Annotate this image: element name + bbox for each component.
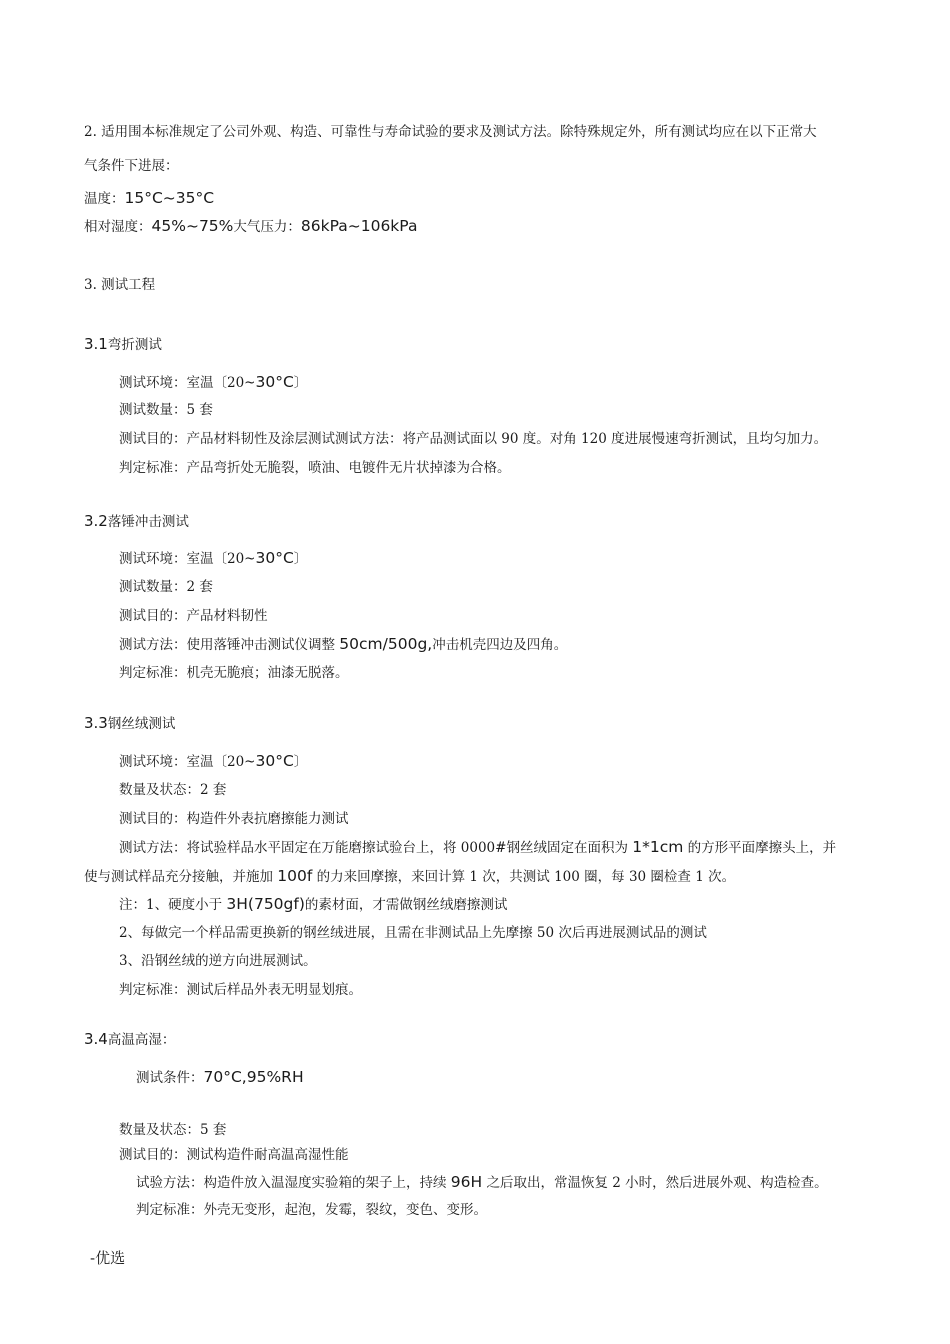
method-text: 的方形平面摩擦头上，并 bbox=[683, 840, 837, 856]
humidity-pressure-line bbox=[84, 217, 417, 236]
env-label: 测试环境：室温〔20~ bbox=[119, 375, 256, 391]
note-text: 注：1、硬度小于 bbox=[119, 897, 227, 913]
heading-3-4 bbox=[84, 1030, 175, 1049]
s32-criteria: 判定标准：机壳无脆痕；油漆无脱落。 bbox=[119, 665, 349, 681]
method-text: 的力来回摩擦，来回计算 1 次，共测试 100 圈，每 30 圈检查 1 次。 bbox=[312, 869, 736, 885]
heading-title: 落锤冲击测试 bbox=[107, 514, 189, 530]
env-close: 〕 bbox=[293, 754, 308, 770]
s33-note-3: 3、沿钢丝绒的逆方向进展测试。 bbox=[119, 953, 317, 969]
env-value: 30°C bbox=[255, 752, 294, 770]
intro-line-1: 2. 适用围本标准规定了公司外观、构造、可靠性与寿命试验的要求及测试方法。除特殊规定外，所有测试均应在以下正常大 bbox=[84, 124, 817, 140]
note-value: 3H(750gf) bbox=[226, 895, 305, 913]
s32-quantity: 测试数量：2 套 bbox=[119, 579, 213, 595]
s33-note-1 bbox=[119, 895, 507, 914]
s33-purpose: 测试目的：构造件外表抗磨擦能力测试 bbox=[119, 811, 349, 827]
temperature-value: 15°C~35°C bbox=[124, 189, 215, 207]
s33-quantity: 数量及状态：2 套 bbox=[119, 782, 227, 798]
method-label: 测试方法：使用落锤冲击测试仪调整 bbox=[119, 637, 340, 653]
section-3-title: 3. 测试工程 bbox=[84, 277, 156, 293]
s32-environment bbox=[119, 549, 307, 568]
pressure-value: 86kPa~106kPa bbox=[300, 217, 418, 235]
env-value: 30°C bbox=[255, 373, 294, 391]
s34-purpose: 测试目的：测试构造件耐高温高湿性能 bbox=[119, 1147, 349, 1163]
intro-line-2: 气条件下进展： bbox=[84, 158, 179, 174]
heading-title: 钢丝绒测试 bbox=[107, 716, 176, 732]
heading-number: 3.3 bbox=[84, 714, 108, 732]
heading-title: 高温高湿： bbox=[107, 1032, 176, 1048]
s34-method bbox=[136, 1173, 828, 1192]
method-value: 1*1cm bbox=[632, 838, 684, 856]
humidity-value: 45%~75% bbox=[151, 217, 234, 235]
s31-environment bbox=[119, 373, 307, 392]
condition-label: 测试条件： bbox=[136, 1070, 204, 1086]
s33-method-line-2 bbox=[84, 867, 735, 886]
heading-number: 3.2 bbox=[84, 512, 108, 530]
heading-3-1 bbox=[84, 335, 162, 354]
heading-3-3 bbox=[84, 714, 175, 733]
s31-purpose: 测试目的：产品材料韧性及涂层测试测试方法：将产品测试面以 90 度。对角 120 度进展慢速弯折测试，且均匀加力。 bbox=[119, 431, 828, 447]
temperature-line bbox=[84, 189, 214, 208]
method-text: 试验方法：构造件放入温湿度实验箱的架子上，持续 bbox=[136, 1175, 451, 1191]
s31-quantity: 测试数量：5 套 bbox=[119, 402, 213, 418]
heading-number: 3.1 bbox=[84, 335, 108, 353]
method-rest: 冲击机壳四边及四角。 bbox=[432, 637, 568, 653]
heading-number: 3.4 bbox=[84, 1030, 108, 1048]
s32-purpose: 测试目的：产品材料韧性 bbox=[119, 608, 268, 624]
method-text: 使与测试样品充分接触，并施加 bbox=[84, 869, 278, 885]
s31-criteria: 判定标准：产品弯折处无脆裂，喷油、电镀件无片状掉漆为合格。 bbox=[119, 460, 511, 476]
footer-text: -优选 bbox=[90, 1249, 126, 1267]
heading-3-2 bbox=[84, 512, 189, 531]
s34-condition bbox=[136, 1068, 304, 1087]
temperature-label: 温度： bbox=[84, 191, 125, 207]
pressure-label: 大气压力： bbox=[233, 219, 301, 235]
s33-environment bbox=[119, 752, 307, 771]
s34-quantity: 数量及状态：5 套 bbox=[119, 1122, 227, 1138]
method-text: 之后取出，常温恢复 2 小时，然后进展外观、构造检查。 bbox=[482, 1175, 828, 1191]
condition-value: 70°C,95%RH bbox=[203, 1068, 304, 1086]
env-label: 测试环境：室温〔20~ bbox=[119, 551, 256, 567]
s33-criteria: 判定标准：测试后样品外表无明显划痕。 bbox=[119, 982, 362, 998]
env-close: 〕 bbox=[293, 551, 308, 567]
s32-method bbox=[119, 635, 567, 654]
env-close: 〕 bbox=[293, 375, 308, 391]
s33-method-line-1 bbox=[119, 838, 836, 857]
note-text: 的素材面，才需做钢丝绒磨擦测试 bbox=[304, 897, 508, 913]
humidity-label: 相对湿度： bbox=[84, 219, 152, 235]
method-text: 测试方法：将试验样品水平固定在万能磨擦试验台上，将 0000#钢丝绒固定在面积为 bbox=[119, 840, 633, 856]
s34-criteria: 判定标准：外壳无变形，起泡，发霉，裂纹，变色、变形。 bbox=[136, 1202, 487, 1218]
env-value: 30°C bbox=[255, 549, 294, 567]
method-value: 100f bbox=[277, 867, 313, 885]
method-value: 96H bbox=[450, 1173, 483, 1191]
s33-note-2: 2、每做完一个样品需更换新的钢丝绒进展，且需在非测试品上先摩擦 50 次后再进展测试品的测试 bbox=[119, 925, 707, 941]
method-value: 50cm/500g, bbox=[339, 635, 433, 653]
env-label: 测试环境：室温〔20~ bbox=[119, 754, 256, 770]
heading-title: 弯折测试 bbox=[107, 337, 162, 353]
